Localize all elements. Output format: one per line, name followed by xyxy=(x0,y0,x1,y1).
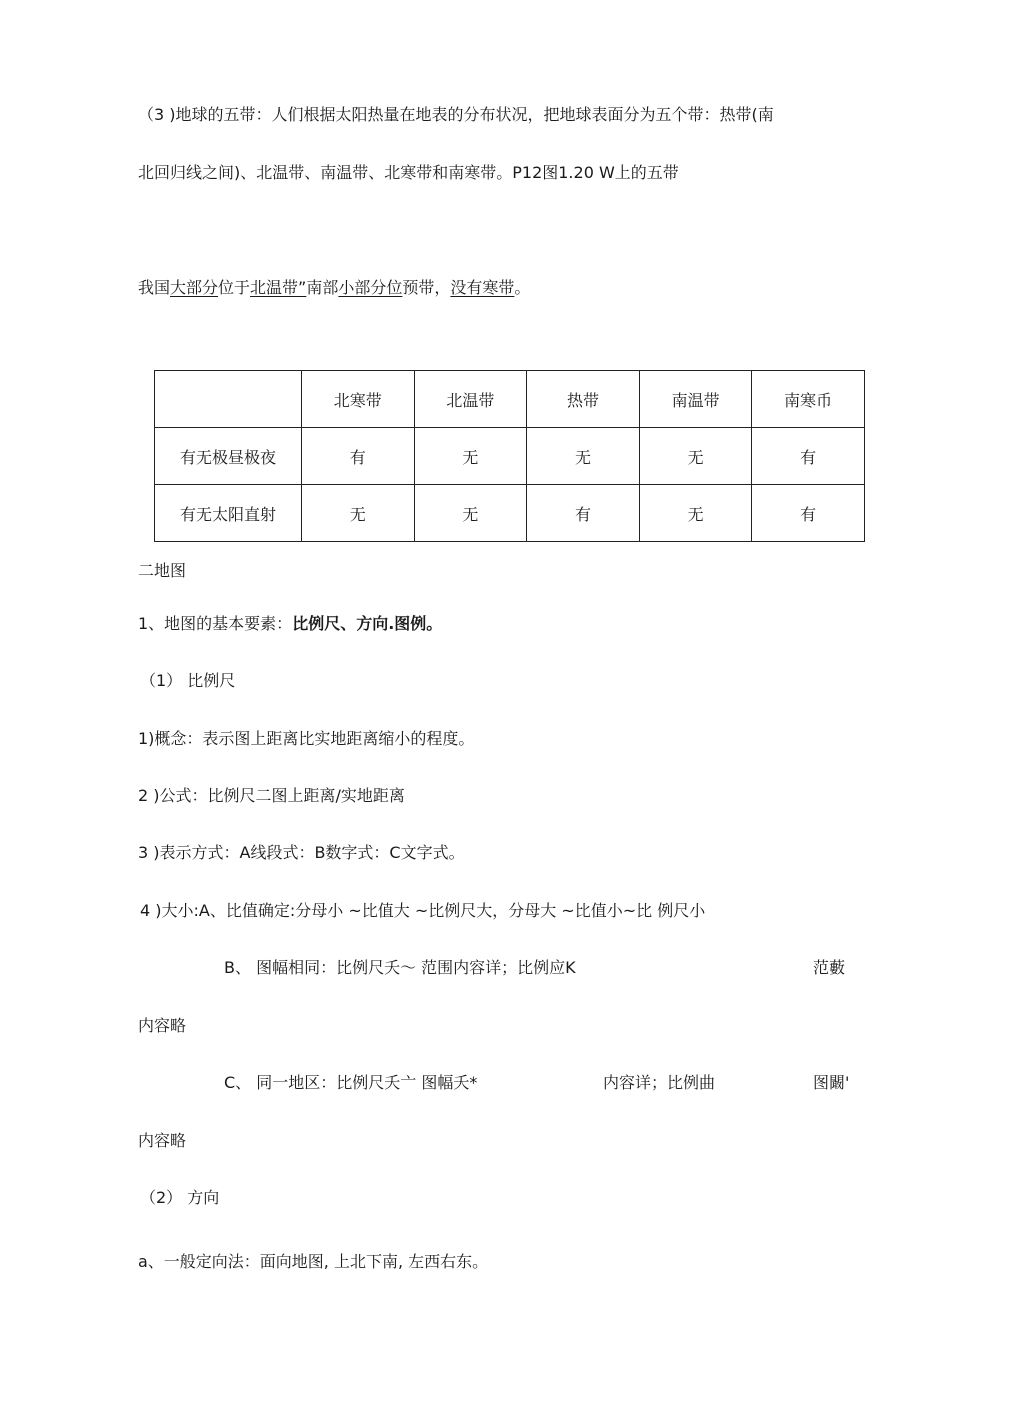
scale-b-line-right: 范藪 xyxy=(813,958,846,977)
table-header-cell: 北温带 xyxy=(414,371,527,428)
table-cell: 无 xyxy=(414,485,527,542)
table-cell: 无 xyxy=(639,428,752,485)
scale-modes: 3 )表示方式：A线段式：B数字式：C文字式。 xyxy=(138,843,465,862)
map-elements-prefix: 1、地图的基本要素： xyxy=(138,614,293,633)
scale-b-line-left: B、 图幅相同：比例尺夭～ 范围内容详；比例应K xyxy=(224,958,576,977)
table-header-row xyxy=(155,371,865,428)
scale-concept: 1)概念：表示图上距离比实地距离缩小的程度。 xyxy=(138,729,475,748)
direction-general: a、一般定向法：面向地图, 上北下南, 左西右东。 xyxy=(138,1252,489,1271)
five-zones-table xyxy=(154,370,865,542)
scale-c-line-right: 图闞' xyxy=(813,1073,850,1092)
china-underline-4: 没有寒带 xyxy=(450,278,515,297)
section-title-map: 二地图 xyxy=(138,561,187,580)
para-five-zones-line2: 北回归线之间)、北温带、南温带、北寒带和南寒带。P12图1.20 W上的五带 xyxy=(138,163,679,182)
table-row-label: 有无太阳直射 xyxy=(155,485,302,542)
table-cell: 无 xyxy=(302,485,415,542)
table-header-cell: 南温带 xyxy=(639,371,752,428)
map-elements-bold: 比例尺、方向.图例。 xyxy=(292,614,443,633)
table-header-cell xyxy=(155,371,302,428)
scale-c-line-mid: 内容详；比例曲 xyxy=(603,1073,716,1092)
scale-b-line-cont: 内容略 xyxy=(138,1016,187,1035)
table-cell: 无 xyxy=(414,428,527,485)
scale-c-line-cont: 内容略 xyxy=(138,1131,187,1150)
scale-size: 4 )大小:A、比值确定:分母小 ~比值大 ~比例尺大，分母大 ~比值小~比 例尺小 xyxy=(140,901,706,920)
table-cell: 有 xyxy=(302,428,415,485)
table-cell: 有 xyxy=(752,485,865,542)
scale-c-line-left: C、 同一地区：比例尺夭亠 图幅夭* xyxy=(224,1073,478,1092)
para-five-zones-line1: （3 )地球的五带：人们根据太阳热量在地表的分布状况，把地球表面分为五个带：热带(南 xyxy=(138,105,774,124)
subheading-direction: （2） 方向 xyxy=(140,1188,220,1207)
scale-formula: 2 )公式：比例尺二图上距离/实地距离 xyxy=(138,786,405,805)
china-underline-2: 北温带” xyxy=(250,278,307,297)
map-elements-line xyxy=(138,613,442,635)
table-header-cell: 北寒带 xyxy=(302,371,415,428)
china-text-4: 预带， xyxy=(402,278,451,297)
table-cell: 无 xyxy=(527,428,640,485)
china-text-1: 我国 xyxy=(138,278,171,297)
china-underline-3: 小部分位 xyxy=(338,278,403,297)
table-cell: 无 xyxy=(639,485,752,542)
table-row xyxy=(155,428,865,485)
table-row-label: 有无极昼极夜 xyxy=(155,428,302,485)
table-cell: 有 xyxy=(752,428,865,485)
china-text-2: 位于 xyxy=(218,278,251,297)
china-underline-1: 大部分 xyxy=(170,278,219,297)
table-cell: 有 xyxy=(527,485,640,542)
subheading-scale: （1） 比例尺 xyxy=(140,671,236,690)
china-text-5: 。 xyxy=(514,278,531,297)
table-header-cell: 热带 xyxy=(527,371,640,428)
table-row xyxy=(155,485,865,542)
table-header-cell: 南寒币 xyxy=(752,371,865,428)
china-text-3: 南部 xyxy=(306,278,339,297)
china-zones-sentence xyxy=(138,277,530,299)
